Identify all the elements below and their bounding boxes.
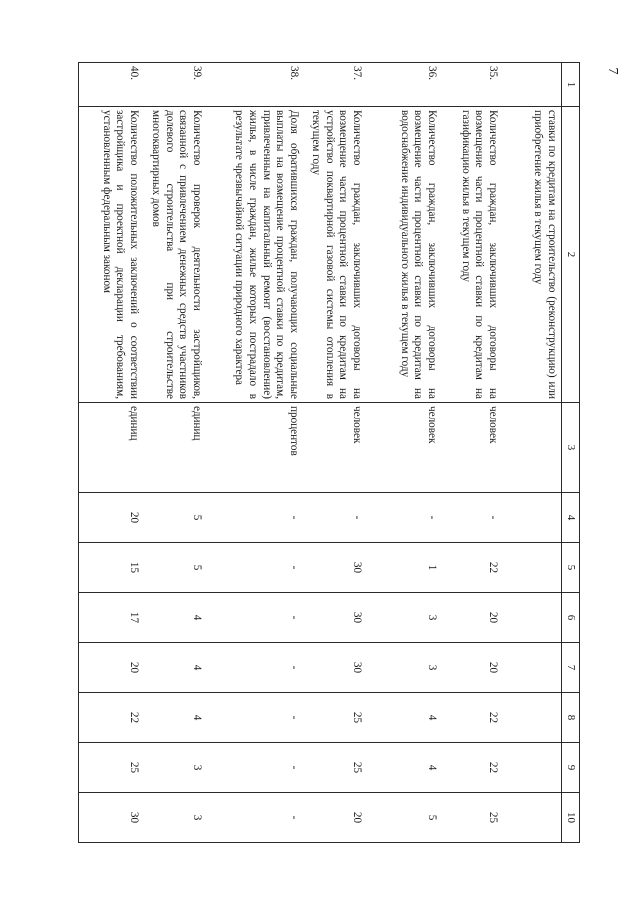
indicator-name: Количество граждан, заключивших договоры на возмещение части процентной ставки по кредитам на водоснабжение индивидуального жилья в текущем году <box>366 107 441 403</box>
value-cell: - <box>366 493 441 543</box>
value-cell: 22 <box>441 543 502 593</box>
value-cell: 20 <box>79 493 144 543</box>
value-cell: 4 <box>143 693 206 743</box>
value-cell: 20 <box>441 643 502 693</box>
header-cell: 4 <box>562 493 580 543</box>
value-cell: - <box>206 643 303 693</box>
value-cell <box>502 543 562 593</box>
table-row <box>303 63 366 843</box>
rotated-table-container <box>100 62 580 842</box>
header-cell: 6 <box>562 593 580 643</box>
page-number: 7 <box>605 67 620 75</box>
indicator-name: Доля обратившихся граждан, получающих социальные выплаты на возмещение процентной ставки по кредитам, привлеченным на капитальный ремонт (восстановление) жилья, в числе граждан, жилье которых пострадало в результате чрезвычайной ситуации природного характера <box>206 107 303 403</box>
value-cell: 22 <box>441 693 502 743</box>
value-cell: 4 <box>366 693 441 743</box>
value-cell: 4 <box>143 593 206 643</box>
unit: единиц <box>79 403 144 493</box>
row-number: 35. <box>441 63 502 107</box>
indicator-name: ставки по кредитам на строительство (реконструкцию) или приобретение жилья в текущем году <box>502 107 562 403</box>
value-cell: 30 <box>79 793 144 843</box>
value-cell <box>502 793 562 843</box>
value-cell: 4 <box>143 643 206 693</box>
row-number: 40. <box>79 63 144 107</box>
value-cell: - <box>303 493 366 543</box>
value-cell: - <box>206 543 303 593</box>
value-cell: 20 <box>79 643 144 693</box>
header-row <box>562 63 580 843</box>
value-cell <box>502 743 562 793</box>
table-row <box>143 63 206 843</box>
value-cell: 25 <box>441 793 502 843</box>
value-cell <box>502 593 562 643</box>
value-cell: - <box>441 493 502 543</box>
header-cell: 5 <box>562 543 580 593</box>
indicator-name: Количество граждан, заключивших договоры на возмещение части процентной ставки по кредитам на устройство поквартирной газовой системы отопления в текущем году <box>303 107 366 403</box>
row-number: 37. <box>303 63 366 107</box>
value-cell <box>502 493 562 543</box>
row-number: 39. <box>143 63 206 107</box>
value-cell: 17 <box>79 593 144 643</box>
value-cell <box>502 693 562 743</box>
header-cell: 10 <box>562 793 580 843</box>
unit: единиц <box>143 403 206 493</box>
value-cell: 3 <box>366 643 441 693</box>
indicators-table <box>78 62 580 843</box>
table-row <box>502 63 562 843</box>
value-cell: 30 <box>303 643 366 693</box>
header-cell: 3 <box>562 403 580 493</box>
value-cell: 25 <box>303 693 366 743</box>
table-row <box>441 63 502 843</box>
unit: человек <box>303 403 366 493</box>
value-cell: 5 <box>143 493 206 543</box>
value-cell: 1 <box>366 543 441 593</box>
value-cell: 5 <box>143 543 206 593</box>
value-cell: 30 <box>303 593 366 643</box>
unit: процентов <box>206 403 303 493</box>
header-cell: 1 <box>562 63 580 107</box>
row-number: 36. <box>366 63 441 107</box>
table-row <box>79 63 144 843</box>
value-cell: - <box>206 743 303 793</box>
unit: человек <box>441 403 502 493</box>
row-number: 38. <box>206 63 303 107</box>
value-cell: - <box>206 493 303 543</box>
value-cell: - <box>206 693 303 743</box>
header-cell: 8 <box>562 693 580 743</box>
value-cell: 4 <box>366 743 441 793</box>
unit: человек <box>366 403 441 493</box>
value-cell: - <box>206 793 303 843</box>
value-cell: 20 <box>441 593 502 643</box>
header-cell: 7 <box>562 643 580 693</box>
value-cell <box>502 643 562 693</box>
value-cell: 30 <box>303 543 366 593</box>
unit <box>502 403 562 493</box>
indicator-name: Количество проверок деятельности застройщиков, связанной с привлечением денежных средств участников долевого строительства при строительстве многоквартирных домов <box>143 107 206 403</box>
value-cell: 25 <box>79 743 144 793</box>
header-cell: 2 <box>562 107 580 403</box>
table-row <box>366 63 441 843</box>
indicator-name: Количество граждан, заключивших договоры на возмещение части процентной ставки по кредитам на газификацию жилья в текущем году <box>441 107 502 403</box>
value-cell: 25 <box>303 743 366 793</box>
indicator-name: Количество положительных заключений о соответствии застройщика и проектной декларации требованиям, установленным федеральным законом <box>79 107 144 403</box>
value-cell: 3 <box>366 593 441 643</box>
value-cell: 3 <box>143 743 206 793</box>
value-cell: 3 <box>143 793 206 843</box>
table-row <box>206 63 303 843</box>
value-cell: - <box>206 593 303 643</box>
header-cell: 9 <box>562 743 580 793</box>
value-cell: 22 <box>79 693 144 743</box>
row-number <box>502 63 562 107</box>
value-cell: 20 <box>303 793 366 843</box>
value-cell: 5 <box>366 793 441 843</box>
value-cell: 15 <box>79 543 144 593</box>
value-cell: 22 <box>441 743 502 793</box>
